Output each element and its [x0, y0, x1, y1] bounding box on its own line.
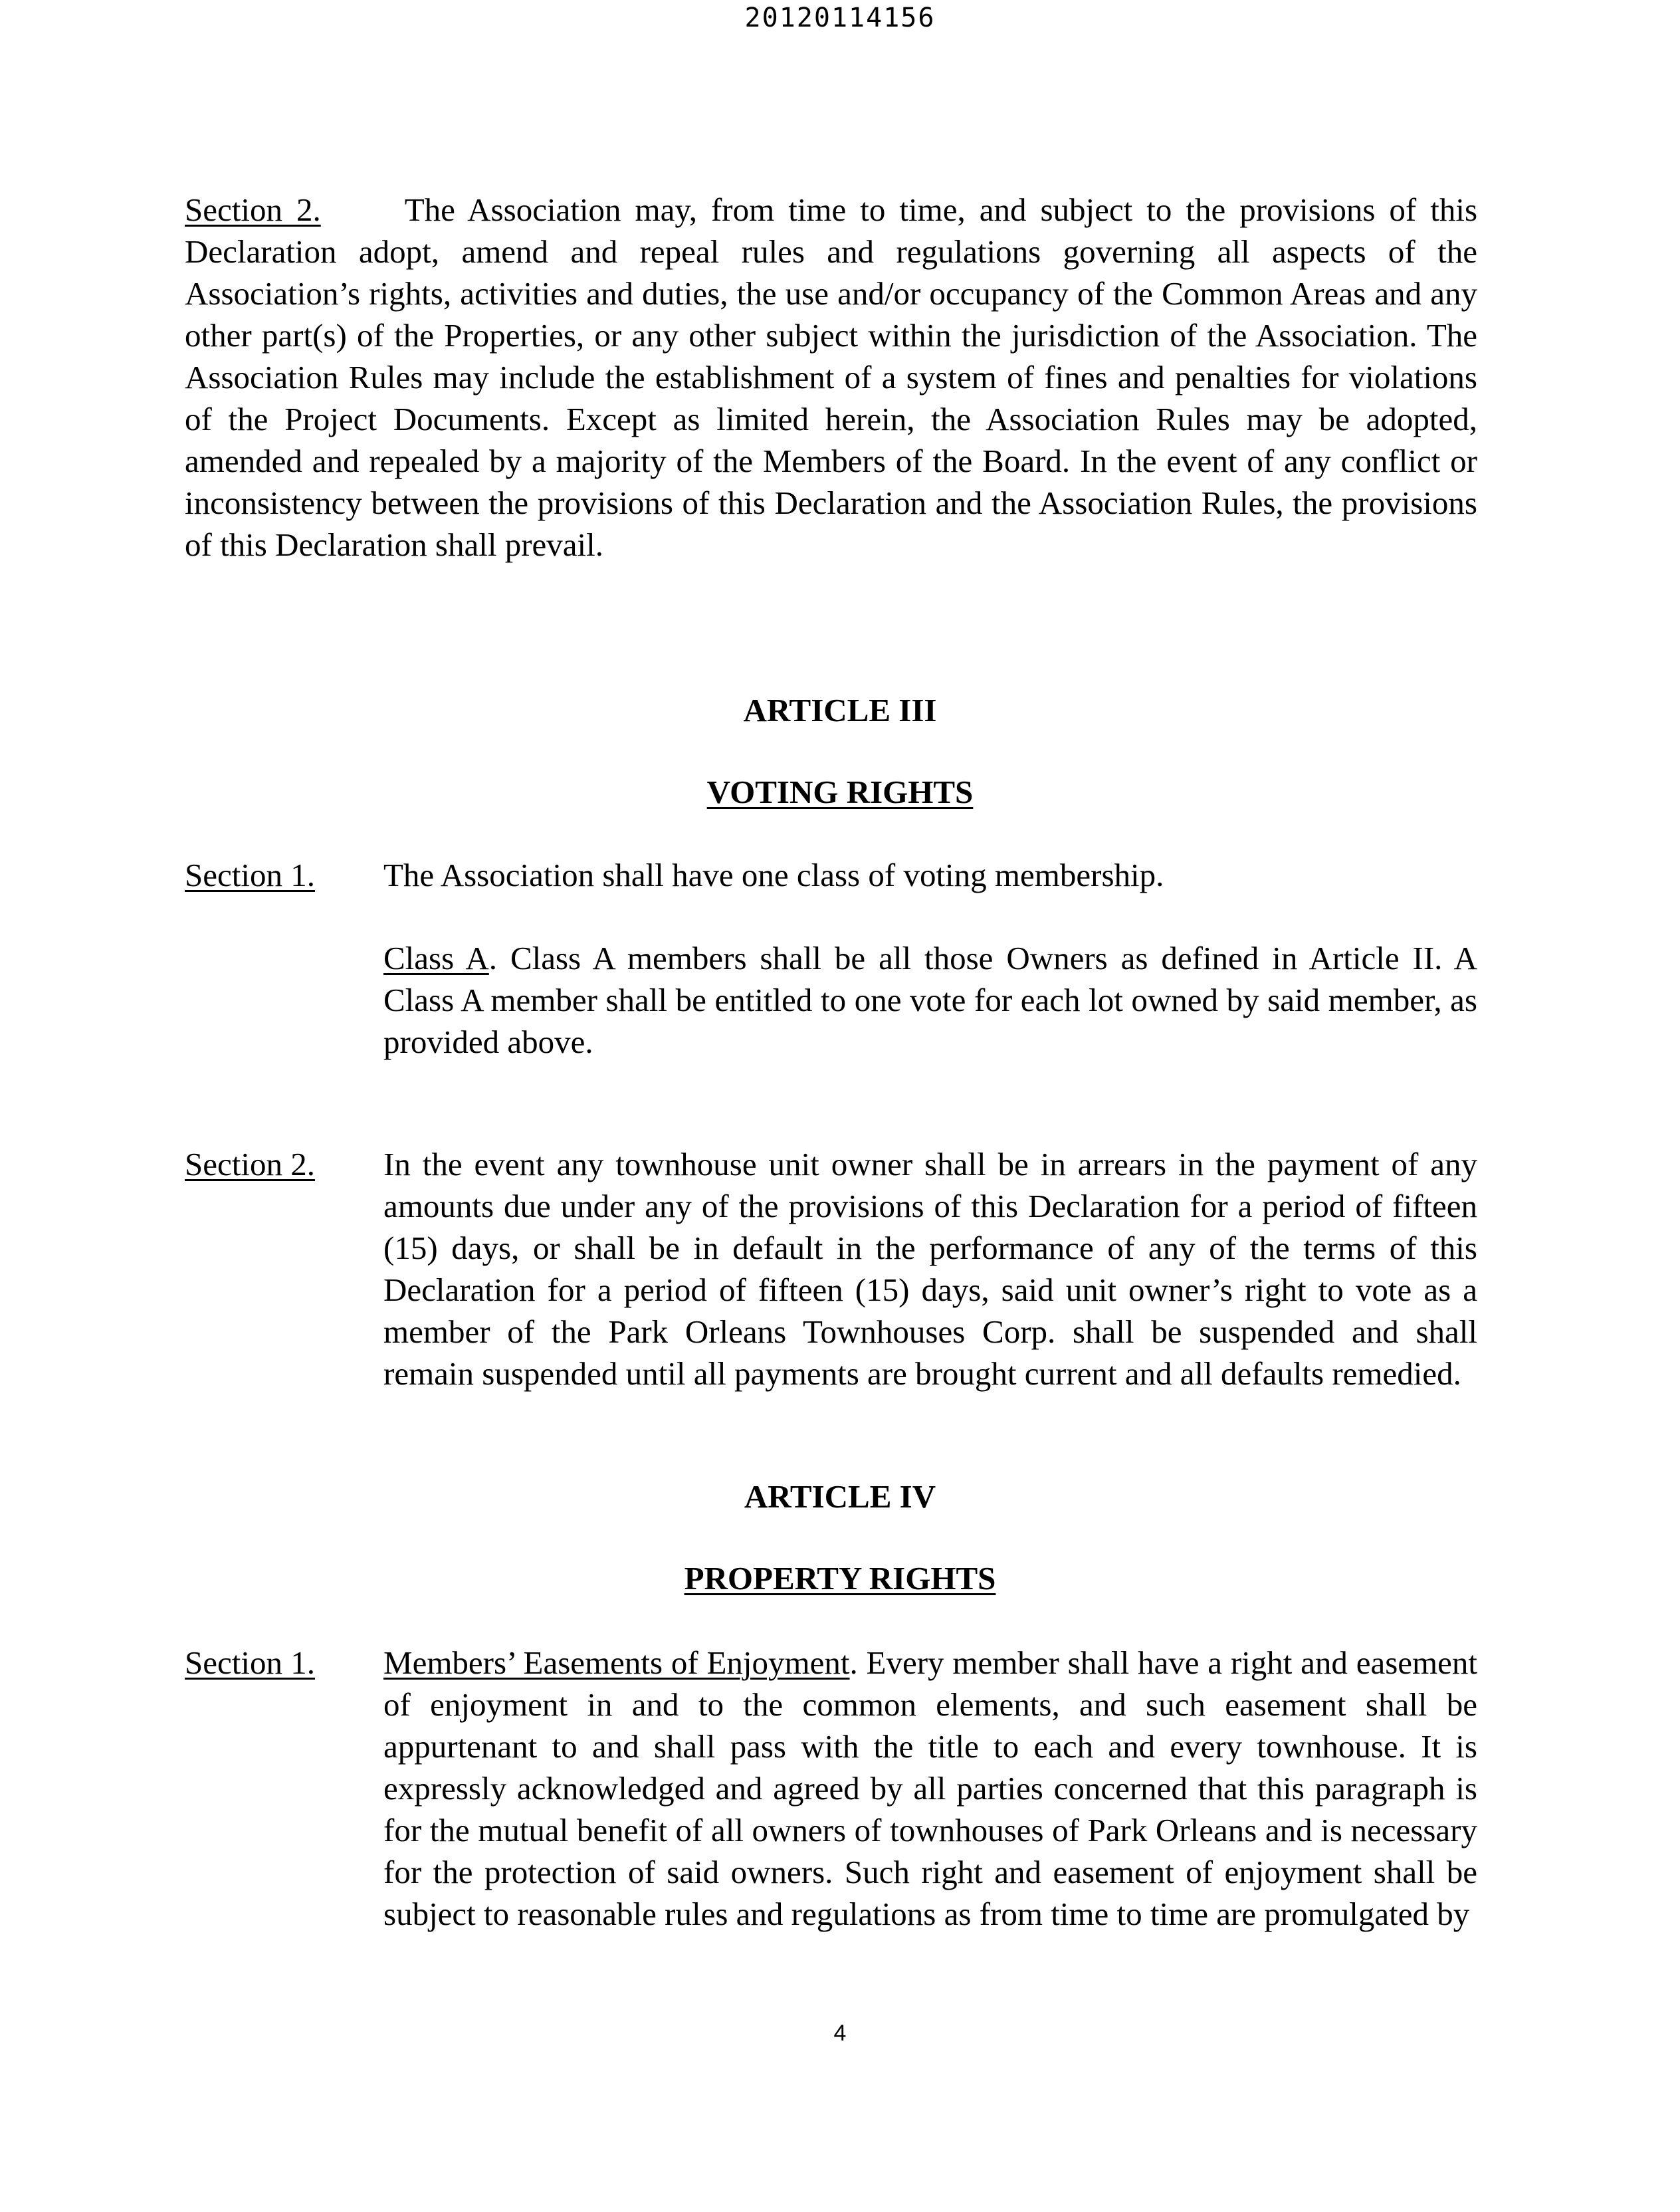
article4-title-text: PROPERTY RIGHTS: [684, 1560, 996, 1597]
document-number: 20120114156: [744, 3, 936, 33]
article4-section1-paragraph: [383, 1642, 1477, 1935]
article4-section1-label: Section 1.: [185, 1644, 315, 1681]
article4-section1-text: . Every member shall have a right and easement of enjoyment in and to the common elements, and such easement shall be appurtenant to and shall pass with the title to each and every townhouse. It is expressly acknowledged and agreed by all parties concerned that this paragraph is for the mutual benefit of all owners of townhouses of Park Orleans and is necessary for the protection of said owners. Such right and easement of enjoyment shall be subject to reasonable rules and regulations as from time to time are promulgated by: [383, 1644, 1477, 1932]
article3-section1-text: The Association shall have one class of voting membership.: [383, 857, 1164, 893]
article3-section2-text: In the event any townhouse unit owner shall be in arrears in the payment of any amounts due under any of the provisions of this Declaration for a period of fifteen (15) days, or shall be in default in the performance of any of the terms of this Declaration for a period of fifteen (15) days, said unit owner’s right to vote as a member of the Park Orleans Townhouses Corp. shall be suspended and shall remain suspended until all payments are brought current and all defaults remedied.: [383, 1146, 1477, 1392]
article2-section2-text: The Association may, from time to time, and subject to the provisions of this Declaration adopt, amend and repeal rules and regulations governing all aspects of the Association’s rights, activities and duties, the use and/or occupancy of the Common Areas and any other part(s) of the Properties, or any other subject within the jurisdiction of the Association. The Association Rules may include the establishment of a system of fines and penalties for violations of the Project Documents. Except as limited herein, the Association Rules may be adopted, amended and repealed by a majority of the Members of the Board. In the event of any conflict or inconsistency between the provisions of this Declaration and the Association Rules, the provisions of this Declaration shall prevail.: [185, 191, 1478, 563]
article3-title: [0, 773, 1680, 811]
article3-section2-label: Section 2.: [185, 1146, 315, 1182]
article2-section2-paragraph: [185, 189, 1477, 566]
article4-heading: ARTICLE IV: [744, 1478, 936, 1515]
article3-heading: ARTICLE III: [743, 692, 937, 728]
article4-section1-subtitle: Members’ Easements of Enjoyment: [383, 1644, 850, 1681]
page-number: 4: [833, 2021, 847, 2046]
article2-section2-label: Section 2.: [185, 191, 321, 228]
class-a-text: . Class A members shall be all those Owners as defined in Article II. A Class A member shall be entitled to one vote for each lot owned by said member, as provided above.: [383, 940, 1477, 1060]
article3-title-text: VOTING RIGHTS: [706, 774, 974, 810]
article4-title: [0, 1559, 1680, 1597]
article3-section1-label: Section 1.: [185, 857, 315, 893]
class-a-label: Class A: [383, 940, 489, 976]
article3-class-a-paragraph: [383, 937, 1477, 1063]
